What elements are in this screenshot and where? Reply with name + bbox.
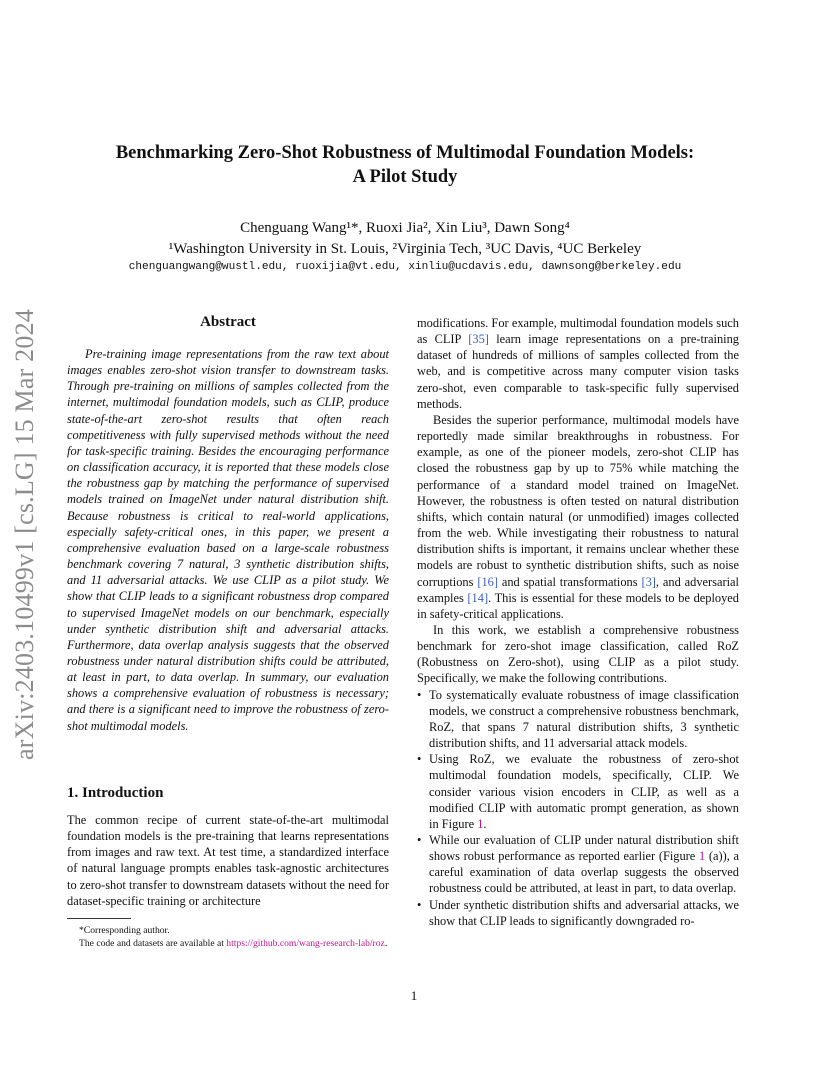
author-names: Chenguang Wang¹*, Ruoxi Jia², Xin Liu³, Dawn Song⁴: [240, 220, 570, 236]
author-affiliations: ¹Washington University in St. Louis, ²Virginia Tech, ³UC Davis, ⁴UC Berkeley: [168, 241, 642, 257]
right-p1-b: learn image representations on a pre-training dataset of hundreds of millions of samples collected from the web, and is competitive across many computer vision tasks zero-shot, even comparable to task-specific fully supervised methods.: [417, 332, 739, 411]
introduction-paragraph: The common recipe of current state-of-the-art multimodal foundation models is the pre-training that learns representations from images and raw text. At test time, a standardized interface of natural language prompts enables task-agnostic architectures to zero-shot transfer to downstream datasets without the need for dataset-specific training or architecture: [67, 813, 389, 908]
contribution-3-b: (a)), a careful examination of data overlap suggests the observed robustness could be attributed, at least in part, to data overlap.: [429, 849, 739, 896]
footnote-corresponding-author: *Corresponding author.: [79, 925, 170, 936]
citation-35-link[interactable]: [35]: [468, 332, 489, 347]
right-paragraph-3: In this work, we establish a comprehensive robustness benchmark for zero-shot image classification, called RoZ (Robustness on Zero-shot), using CLIP as a pilot study. Specifically, we make the following contributions.: [417, 622, 739, 686]
right-p1-a: modifications. For example, multimodal foundation models such as CLIP: [417, 316, 739, 347]
abstract-text: Pre-training image representations from the raw text about images enables zero-shot vision transfer to downstream tasks. Through pre-training on millions of samples collected from the internet, multimodal foundation models, such as CLIP, produce state-of-the-art zero-shot results that often reach competitiveness with fully supervised methods without the need for task-specific training. Besides the encouraging performance on classification accuracy, it is reported that these models close the robustness gap by matching the performance of supervised models trained on ImageNet under natural distribution shift. Because robustness is critical to real-world applications, especially safety-critical ones, in this paper, we present a comprehensive evaluation based on a large-scale robustness benchmark covering 7 natural, 3 synthetic distribution shifts, and 11 adversarial attacks. We use CLIP as a pilot study. We show that CLIP leads to a significant robustness drop compared to supervised ImageNet models on our benchmark, especially under synthetic distribution shift and adversarial attacks. Furthermore, data overlap analysis suggests that the observed robustness under natural distribution shifts could be attributed, at least in part, to data overlap. In summary, our evaluation shows a comprehensive evaluation of robustness is necessary; and there is a significant need to improve the robustness of zero-shot multimodal models.: [67, 347, 389, 733]
contributions-list: [417, 687, 739, 929]
author-emails: chenguangwang@wustl.edu, ruoxijia@vt.edu, xinliu@ucdavis.edu, dawnsong@berkeley.edu: [128, 261, 682, 273]
title-line-1: Benchmarking Zero-Shot Robustness of Multimodal Foundation Models:: [115, 143, 695, 163]
citation-14-link[interactable]: [14]: [467, 590, 489, 605]
right-p2-b: and spatial transformations: [497, 574, 642, 589]
contribution-2-a: Using RoZ, we evaluate the robustness of zero-shot multimodal foundation models, specifically, CLIP. We consider various vision encoders in CLIP, as well as a modified CLIP with automatic prompt generation, as shown in Figure: [429, 752, 739, 831]
right-paragraph-1: [417, 315, 739, 412]
figure-1-link[interactable]: 1: [477, 816, 484, 831]
title-line-2: A Pilot Study: [352, 167, 458, 187]
abstract-heading: Abstract: [200, 314, 256, 330]
right-p2-a: Besides the superior performance, multimodal models have reportedly made similar breakthroughs in robustness. For example, as one of the pioneer models, zero-shot CLIP has closed the robustness gap by up to 75% while matching the performance of a standard model trained on ImageNet. However, the robustness is often tested on natural distribution shifts, which contain natural (or unmodified) images collected from the web. While investigating their robustness to natural distribution shifts is important, it remains unclear whether these models are robust to synthetic distribution shifts, such as noise corruptions: [417, 412, 739, 589]
author-block: [70, 218, 740, 260]
right-column: [417, 315, 739, 929]
contribution-3-a: While our evaluation of CLIP under natural distribution shift shows robust performance as reported earlier (Figure: [429, 833, 739, 864]
figure-1a-link[interactable]: 1: [698, 849, 706, 864]
contribution-item-2: [429, 751, 739, 832]
right-paragraph-2: [417, 412, 739, 622]
introduction-heading: 1. Introduction: [67, 785, 164, 801]
paper-title: [70, 141, 740, 189]
contribution-item-3: [429, 832, 739, 897]
right-p2-d: . This is essential for these models to be deployed in safety-critical applications.: [417, 590, 739, 621]
footnote: [67, 924, 389, 950]
right-p2-c: , and adversarial examples: [417, 574, 739, 605]
citation-16-link[interactable]: [16]: [477, 574, 498, 589]
arxiv-identifier-stamp: arXiv:2403.10499v1 [cs.LG] 15 Mar 2024: [10, 309, 39, 760]
code-repository-link[interactable]: https://github.com/wang-research-lab/roz: [226, 938, 385, 949]
footnote-divider: [67, 918, 131, 919]
citation-3-link[interactable]: [3]: [641, 574, 656, 589]
footnote-code-note: [67, 937, 389, 950]
abstract-section: [67, 312, 389, 734]
contribution-item-1: • To systematically evaluate robustness of image classification models, we construct a comprehensive robustness benchmark, RoZ, that spans 7 natural distribution shifts, 3 synthetic distribution shifts, and 11 adversarial attack models.: [429, 687, 739, 752]
footnote-code-prefix: The code and datasets are available at: [79, 938, 227, 949]
contribution-2-b: .: [483, 816, 487, 831]
contribution-item-4: • Under synthetic distribution shifts and adversarial attacks, we show that CLIP leads to significantly downgraded ro-: [429, 897, 739, 929]
footnote-code-suffix: .: [384, 938, 388, 949]
page-number: 1: [410, 988, 418, 1003]
